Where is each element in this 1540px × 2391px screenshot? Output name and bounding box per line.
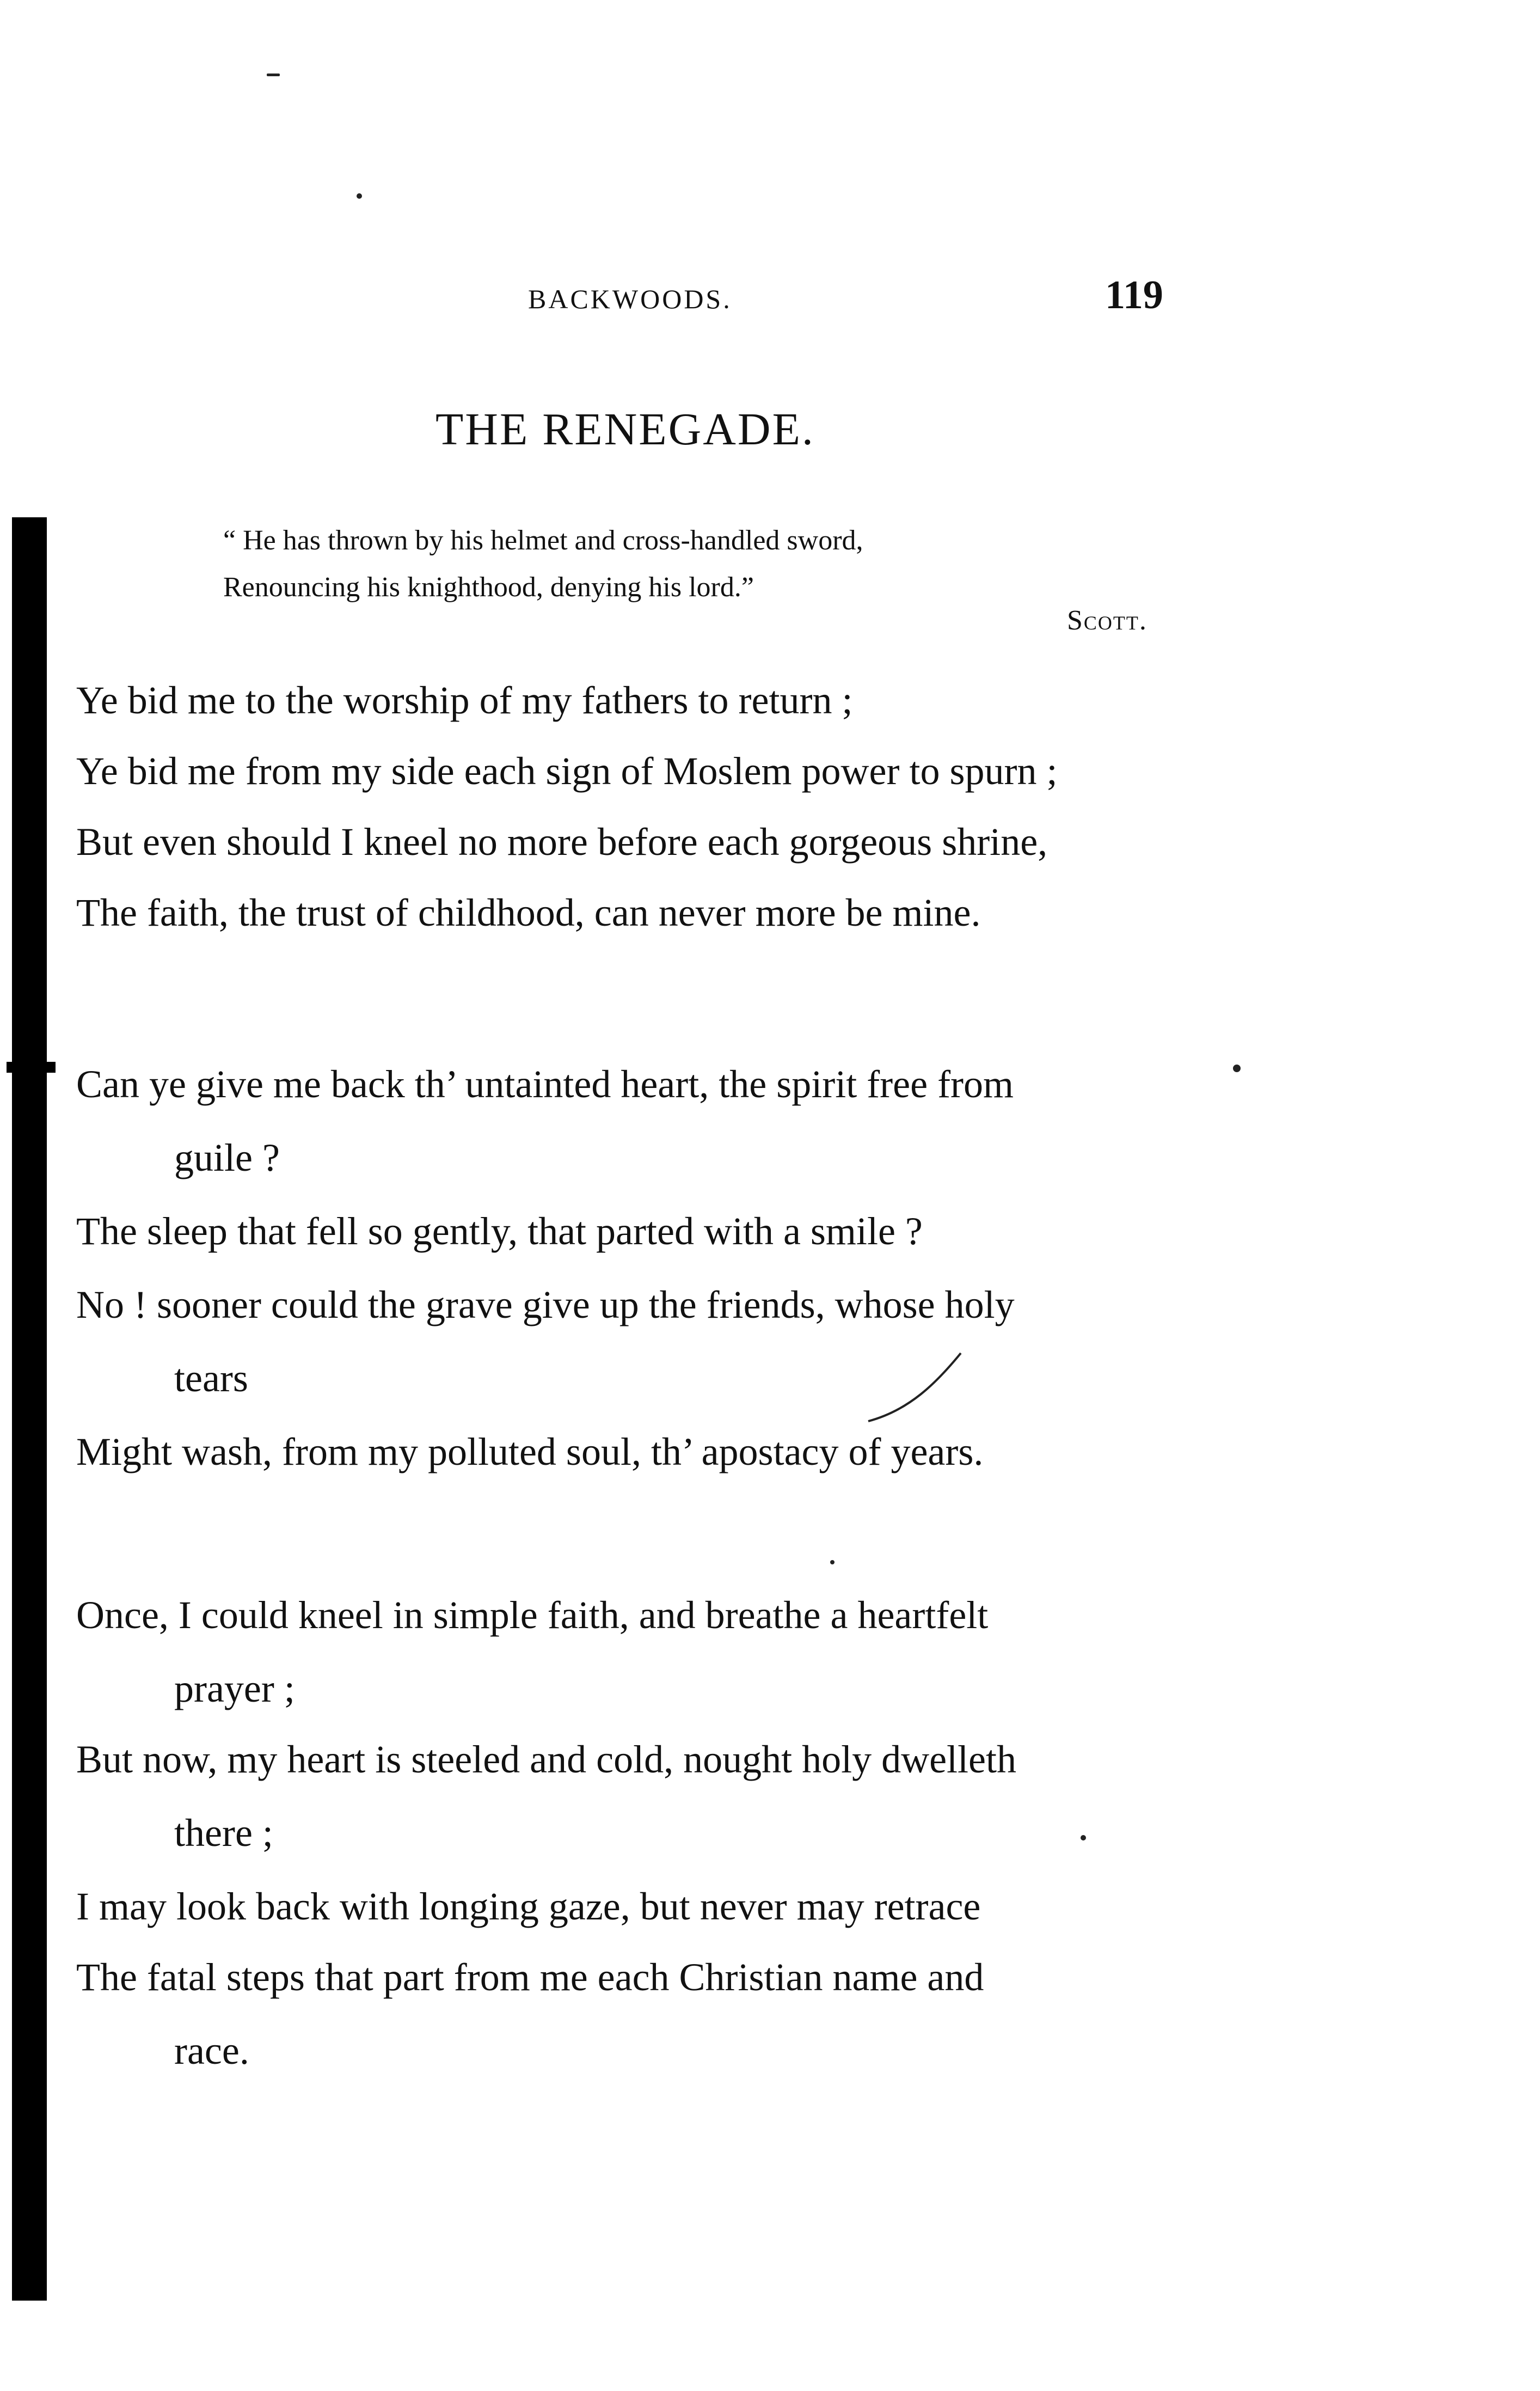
poem-line: Ye bid me to the worship of my fathers to return ; bbox=[76, 678, 853, 722]
margin-scan-tick bbox=[7, 1062, 56, 1073]
scan-speck bbox=[267, 74, 280, 76]
poem-line: prayer ; bbox=[174, 1667, 295, 1710]
epigraph bbox=[223, 517, 863, 611]
poem-line: The fatal steps that part from me each Christian name and bbox=[76, 1955, 984, 1999]
poem-line: Once, I could kneel in simple faith, and breathe a heartfelt bbox=[76, 1593, 989, 1637]
poem-line: The sleep that fell so gently, that parted with a smile ? bbox=[76, 1209, 923, 1253]
poem-line: No ! sooner could the grave give up the friends, whose holy bbox=[76, 1283, 1015, 1326]
scan-speck bbox=[1081, 1835, 1086, 1840]
poem-line: there ; bbox=[174, 1811, 273, 1855]
poem-title: THE RENEGADE. bbox=[435, 404, 815, 455]
scan-speck bbox=[357, 193, 362, 199]
margin-scan-bar bbox=[12, 517, 47, 2301]
poem-line: Can ye give me back th’ untainted heart, the spirit free from bbox=[76, 1062, 1014, 1106]
pencil-mark-icon bbox=[866, 1350, 964, 1427]
scan-speck bbox=[830, 1560, 835, 1564]
scan-speck bbox=[1233, 1065, 1241, 1072]
poem-line: But now, my heart is steeled and cold, nought holy dwelleth bbox=[76, 1738, 1017, 1781]
epigraph-line: Renouncing his knighthood, denying his lord.” bbox=[223, 572, 754, 603]
poem-line: race. bbox=[174, 2029, 249, 2072]
poem-line: guile ? bbox=[174, 1136, 280, 1179]
poem-line: I may look back with longing gaze, but never may retrace bbox=[76, 1885, 981, 1928]
page-number: 119 bbox=[1105, 273, 1163, 317]
poem-line: tears bbox=[174, 1356, 248, 1400]
poem-line: Might wash, from my polluted soul, th’ apostacy of years. bbox=[76, 1430, 984, 1473]
poem-line: Ye bid me from my side each sign of Moslem power to spurn ; bbox=[76, 749, 1058, 793]
epigraph-line: “ He has thrown by his helmet and cross-handled sword, bbox=[223, 525, 863, 556]
running-head: BACKWOODS. bbox=[528, 284, 732, 314]
poem-line: The faith, the trust of childhood, can never more be mine. bbox=[76, 891, 981, 934]
poem-line: But even should I kneel no more before each gorgeous shrine, bbox=[76, 820, 1048, 864]
epigraph-author: Scott. bbox=[1067, 605, 1148, 636]
